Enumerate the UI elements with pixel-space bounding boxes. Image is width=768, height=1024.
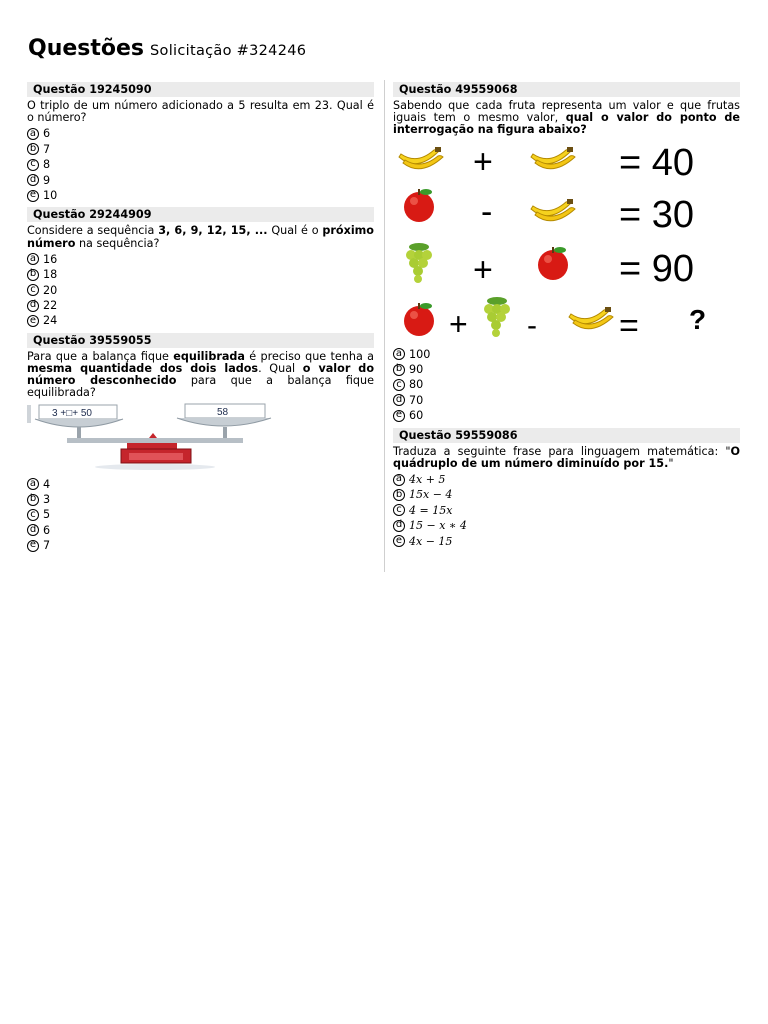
option-letter: b: [27, 494, 39, 506]
option-letter: a: [27, 128, 39, 140]
option-a[interactable]: [27, 252, 374, 267]
option-c[interactable]: [393, 503, 740, 518]
option-a[interactable]: [393, 347, 740, 362]
option-letter: c: [27, 509, 39, 521]
puzzle-r3-result: = 90: [619, 247, 695, 290]
option-a[interactable]: [27, 126, 374, 141]
page-header: [28, 36, 306, 61]
option-value: 10: [43, 188, 58, 202]
option-letter: c: [27, 159, 39, 171]
puzzle-r4-eq: =: [619, 306, 639, 345]
option-letter: e: [27, 190, 39, 202]
column-divider: [384, 80, 385, 572]
option-value: 5: [43, 508, 51, 522]
option-value: 22: [43, 298, 58, 312]
option-b[interactable]: [393, 362, 740, 377]
question-49559068: [393, 82, 740, 424]
option-letter: b: [393, 489, 405, 501]
option-e[interactable]: [27, 188, 374, 203]
option-letter: c: [27, 284, 39, 296]
option-value: 15 − x ∗ 4: [409, 519, 467, 533]
option-b[interactable]: [27, 492, 374, 507]
question-39559055: [27, 333, 374, 554]
option-d[interactable]: [27, 173, 374, 188]
option-letter: e: [393, 535, 405, 547]
option-letter: a: [393, 474, 405, 486]
option-letter: d: [393, 394, 405, 406]
option-value: 24: [43, 314, 58, 328]
option-value: 80: [409, 378, 424, 392]
option-d[interactable]: [27, 298, 374, 313]
option-e[interactable]: [27, 538, 374, 553]
option-letter: b: [27, 143, 39, 155]
option-letter: d: [27, 174, 39, 186]
question-header: Questão 19245090: [27, 82, 374, 97]
option-letter: d: [393, 520, 405, 532]
option-value: 6: [43, 127, 51, 141]
option-letter: e: [393, 410, 405, 422]
right-column: [393, 82, 740, 553]
question-header: Questão 59559086: [393, 428, 740, 443]
puzzle-r4-op2: -: [527, 308, 537, 342]
option-value: 4x − 15: [409, 534, 453, 548]
puzzle-r1-op: +: [473, 142, 493, 181]
option-e[interactable]: [393, 408, 740, 423]
option-value: 70: [409, 393, 424, 407]
question-header: Questão 39559055: [27, 333, 374, 348]
option-letter: c: [393, 504, 405, 516]
option-letter: c: [393, 379, 405, 391]
option-list: [27, 252, 374, 329]
option-list: [393, 472, 740, 549]
option-e[interactable]: [393, 534, 740, 549]
option-value: 20: [43, 283, 58, 297]
option-value: 60: [409, 409, 424, 423]
page-title: Questões: [28, 36, 145, 61]
option-letter: d: [27, 300, 39, 312]
option-b[interactable]: [27, 267, 374, 282]
option-a[interactable]: [27, 477, 374, 492]
option-value: 4: [43, 477, 51, 491]
option-d[interactable]: [393, 393, 740, 408]
option-c[interactable]: [393, 377, 740, 392]
option-letter: d: [27, 524, 39, 536]
scale-left-label: 3 +□+ 50: [52, 407, 92, 419]
option-value: 15x − 4: [409, 488, 453, 502]
option-value: 7: [43, 142, 51, 156]
option-value: 9: [43, 173, 51, 187]
puzzle-r4-op1: +: [449, 305, 468, 342]
option-b[interactable]: [27, 142, 374, 157]
option-value: 6: [43, 523, 51, 537]
option-value: 7: [43, 539, 51, 553]
option-b[interactable]: [393, 487, 740, 502]
option-letter: b: [27, 269, 39, 281]
scale-right-label: 58: [217, 406, 229, 418]
option-letter: a: [393, 348, 405, 360]
question-29244909: [27, 207, 374, 328]
question-text: Traduza a seguinte frase para linguagem matemática: "O quádruplo de um número diminuído por 15.": [393, 444, 740, 470]
balance-scale-figure: [27, 401, 229, 475]
question-text: O triplo de um número adicionado a 5 resulta em 23. Qual é o número?: [27, 99, 374, 125]
option-e[interactable]: [27, 313, 374, 328]
page-subtitle: Solicitação #324246: [150, 43, 307, 59]
left-column: [27, 82, 374, 557]
option-d[interactable]: [27, 523, 374, 538]
question-59559086: [393, 428, 740, 549]
question-text: Para que a balança fique equilibrada é preciso que tenha a mesma quantidade dos dois lados. Qual o valor do número desconhecido para que a balança fique equilibrada?: [27, 349, 374, 400]
puzzle-r1-result: = 40: [619, 141, 695, 184]
option-c[interactable]: [27, 283, 374, 298]
option-value: 3: [43, 492, 51, 506]
question-header: Questão 49559068: [393, 82, 740, 97]
option-value: 100: [409, 347, 431, 361]
option-value: 16: [43, 252, 58, 266]
fruit-puzzle-figure: [393, 139, 740, 345]
option-c[interactable]: [27, 157, 374, 172]
question-text: Considere a sequência 3, 6, 9, 12, 15, ... Qual é o próximo número na sequência?: [27, 224, 374, 250]
question-19245090: [27, 82, 374, 203]
option-letter: a: [27, 478, 39, 490]
option-letter: b: [393, 364, 405, 376]
question-text: Sabendo que cada fruta representa um valor e que frutas iguais tem o mesmo valor, qual o valor do ponto de interrogação na figura abaixo?: [393, 99, 740, 137]
option-letter: e: [27, 315, 39, 327]
puzzle-r2-op: -: [481, 192, 493, 231]
option-d[interactable]: [393, 518, 740, 533]
question-header: Questão 29244909: [27, 207, 374, 222]
option-value: 90: [409, 363, 424, 376]
option-list: [27, 477, 374, 554]
option-list: [393, 347, 740, 424]
option-c[interactable]: [27, 507, 374, 522]
puzzle-r3-op: +: [473, 250, 493, 289]
puzzle-r2-result: = 30: [619, 193, 695, 236]
option-value: 4 = 15x: [409, 503, 453, 517]
option-list: [27, 126, 374, 203]
puzzle-r4-question: ?: [689, 303, 707, 335]
option-letter: e: [27, 540, 39, 552]
option-value: 8: [43, 158, 51, 172]
option-value: 4x + 5: [409, 472, 446, 486]
option-a[interactable]: [393, 472, 740, 487]
option-letter: a: [27, 253, 39, 265]
option-value: 18: [43, 268, 58, 282]
